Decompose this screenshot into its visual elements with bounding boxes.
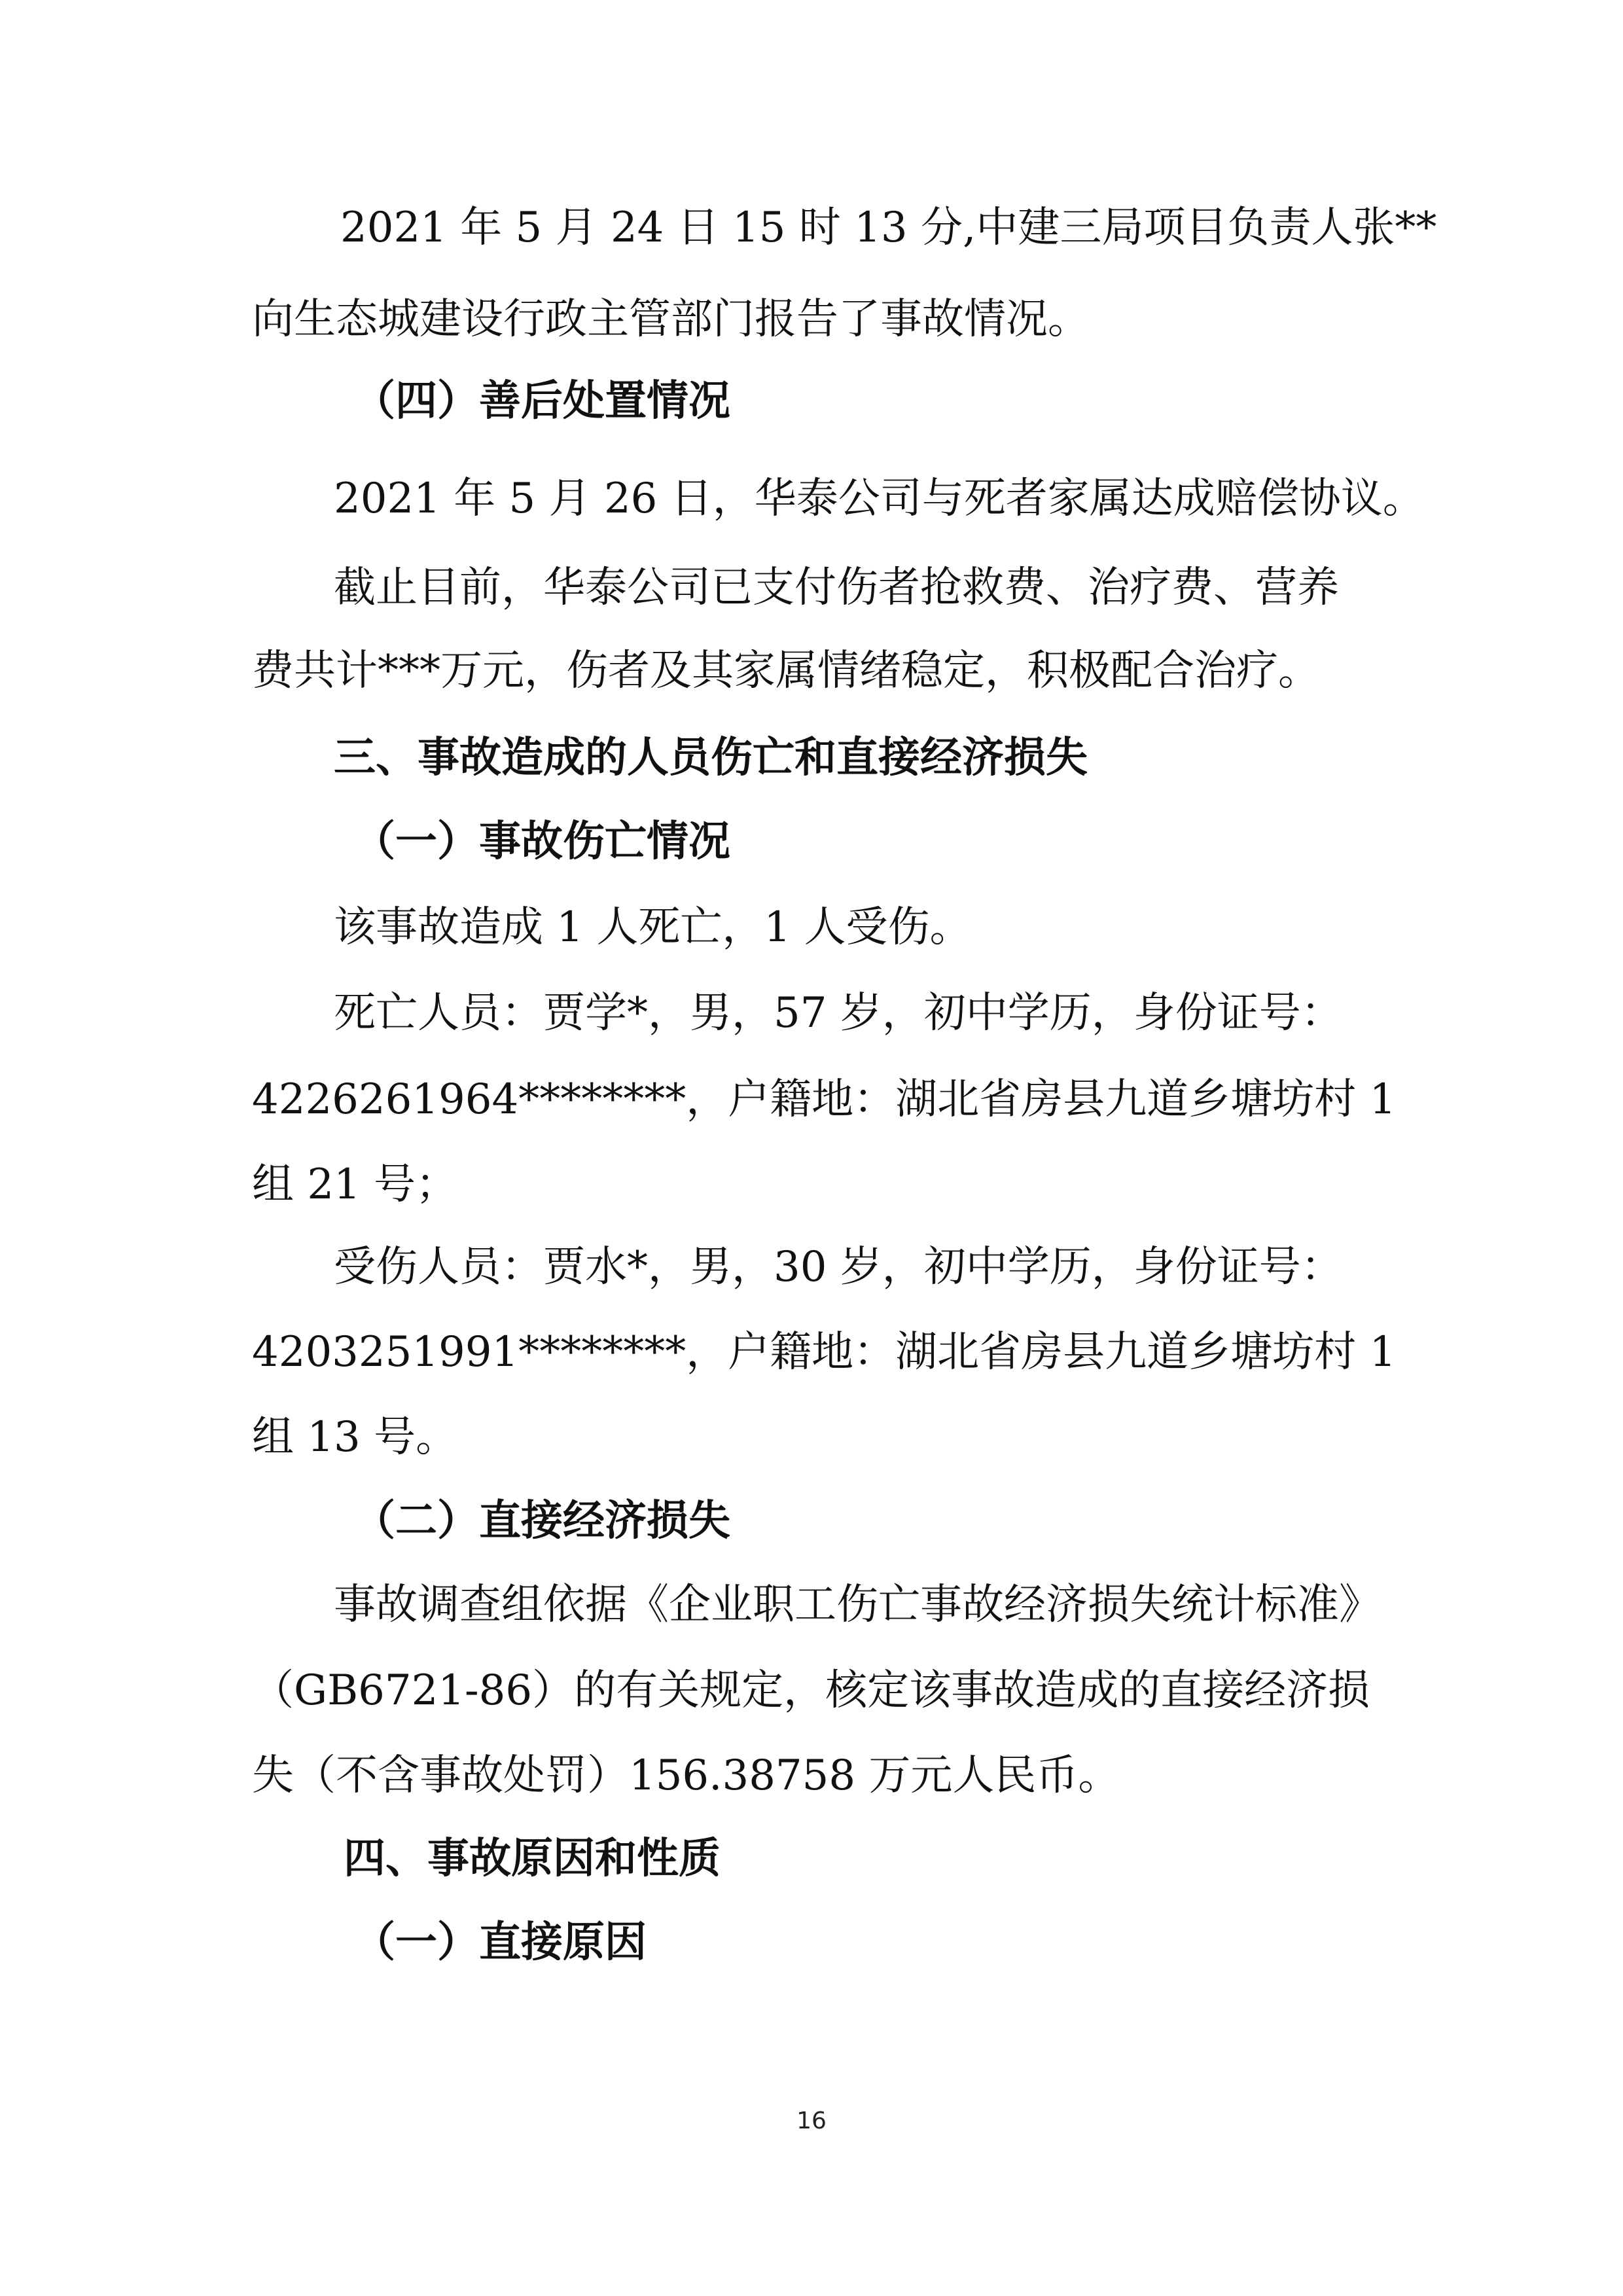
paragraph-report-time-line2: 向生态城建设行政主管部门报告了事故情况。 [252,295,1090,344]
paragraph-payment-line2: 费共计***万元，伤者及其家属情绪稳定，积极配合治疗。 [252,647,1320,695]
paragraph-payment-line1: 截止目前，华泰公司已支付伤者抢救费、治疗费、营养 [334,564,1339,612]
subheading-direct-cause: （一）直接原因 [353,1918,647,1967]
paragraph-casualty-summary: 该事故造成 1 人死亡，1 人受伤。 [334,903,972,952]
paragraph-injured-line1: 受伤人员：贾水*，男，30 岁，初中学历，身份证号： [334,1243,1343,1291]
paragraph-loss-line2: （GB6721-86）的有关规定，核定该事故造成的直接经济损 [252,1666,1370,1715]
subheading-casualties: （一）事故伤亡情况 [353,817,730,866]
subheading-economic-loss: （二）直接经济损失 [353,1497,730,1545]
page-number: 16 [796,2108,827,2134]
paragraph-deceased-line3: 组 21 号； [252,1160,458,1209]
paragraph-deceased-line1: 死亡人员：贾学*，男，57 岁，初中学历，身份证号： [334,989,1343,1037]
paragraph-injured-line3: 组 13 号。 [252,1413,458,1462]
subheading-aftermath: （四）善后处置情况 [353,377,730,425]
section-heading-casualties-losses: 三、事故造成的人员伤亡和直接经济损失 [334,734,1088,782]
paragraph-compensation: 2021 年 5 月 26 日，华泰公司与死者家属达成赔偿协议。 [334,475,1425,523]
paragraph-deceased-line2: 4226261964********，户籍地：湖北省房县九道乡塘坊村 1 [252,1075,1397,1124]
paragraph-loss-line1: 事故调查组依据《企业职工伤亡事故经济损失统计标准》 [334,1581,1381,1629]
paragraph-injured-line2: 4203251991********，户籍地：湖北省房县九道乡塘坊村 1 [252,1328,1397,1376]
paragraph-report-time-line1: 2021 年 5 月 24 日 15 时 13 分,中建三局项目负责人张** [340,204,1437,252]
section-heading-causes: 四、事故原因和性质 [344,1835,721,1883]
paragraph-loss-line3: 失（不含事故处罚）156.38758 万元人民币。 [252,1751,1120,1800]
